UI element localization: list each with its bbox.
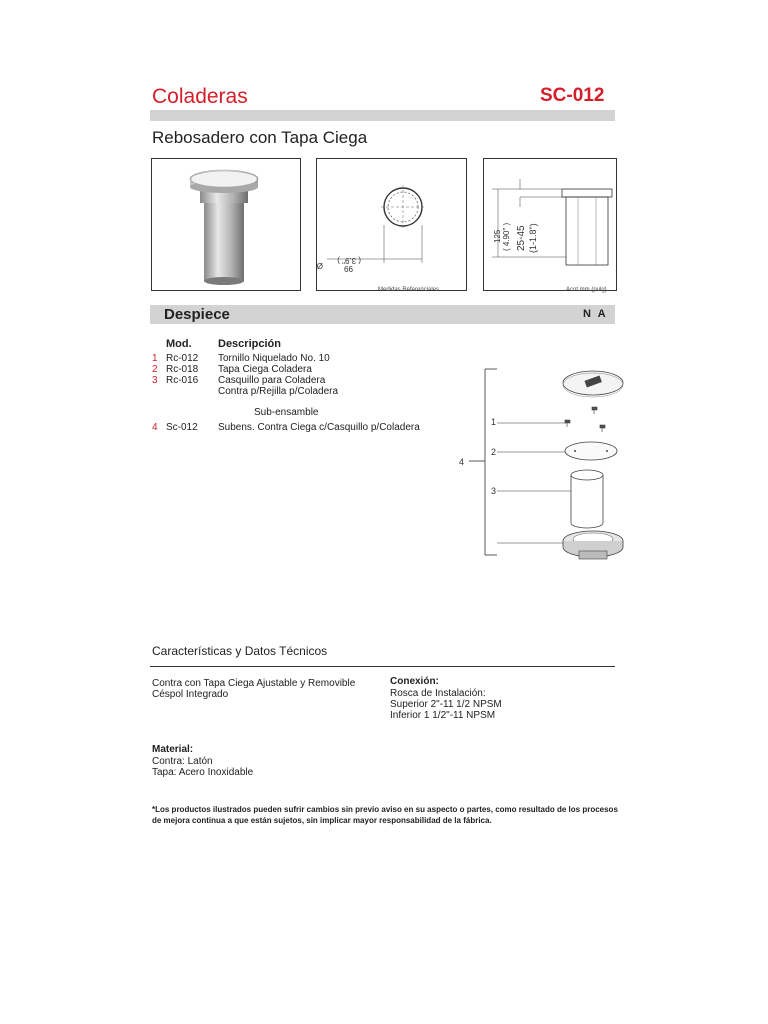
exploded-diagram (455, 365, 635, 575)
product-photo (152, 159, 300, 290)
top-view-drawing-box (316, 158, 467, 291)
parts-list (152, 353, 452, 397)
dim-diameter-prefix: Ø (317, 261, 323, 270)
diagram-label-1: 1 (491, 417, 497, 427)
part-model: Rc-016 (166, 375, 199, 386)
column-header-mod: Mod. (166, 338, 192, 350)
despiece-tag: N A (583, 308, 608, 320)
part-description: Subens. Contra Ciega c/Casquillo p/Coladera (218, 422, 420, 433)
disclaimer-text: *Los productos ilustrados pueden sufrir cambios sin previo aviso en su aspecto o partes, como resultado de los procesos de mejora continua a que están sujetos, sin implicar mayor responsabilidad de la fábrica. (152, 805, 618, 825)
side-view-drawing-box (483, 158, 617, 291)
material-title: Material: (152, 744, 194, 755)
column-header-description: Descripción (218, 338, 281, 350)
part-number: 3 (152, 375, 158, 386)
dim-adjust-mm: 25-45 (516, 225, 527, 251)
dim-diameter-in: ( 3.9" ) (337, 256, 361, 265)
feature-line: Contra con Tapa Ciega Ajustable y Removible (152, 678, 356, 689)
diagram-label-3: 3 (491, 486, 497, 496)
part-description: Tornillo Niquelado No. 10 (218, 353, 330, 364)
part-model: Rc-012 (166, 353, 199, 364)
diagram-label-2: 2 (491, 447, 497, 457)
dim-height-in: ( 4.90" ) (502, 222, 511, 251)
product-photo-box (151, 158, 301, 291)
part-model: Rc-018 (166, 364, 199, 375)
dim-diameter-mm: 99 (344, 264, 353, 273)
part-description: Casquillo para Coladera (218, 375, 326, 386)
dim-height-mm: 125 (493, 229, 502, 243)
connection-line: Rosca de Instalación: (390, 688, 486, 699)
product-subtitle: Rebosadero con Tapa Ciega (152, 128, 368, 147)
part-number: 4 (152, 422, 158, 433)
dim-adjust-in: (1-1.8") (528, 223, 538, 253)
part-description: Tapa Ciega Coladera (218, 364, 312, 375)
material-line: Tapa: Acero Inoxidable (152, 767, 254, 778)
header-bar (150, 110, 615, 121)
side-view-drawing (484, 159, 616, 290)
top-view-drawing (317, 159, 466, 290)
part-description-line2: Contra p/Rejilla p/Coladera (218, 386, 339, 397)
caption-reference-measures: Medidas Referenciales (378, 287, 440, 293)
feature-line: Céspol Integrado (152, 689, 229, 700)
product-category-title: Coladeras (152, 85, 248, 108)
connection-line: Inferior 1 1/2"-11 NPSM (390, 710, 496, 721)
caption-units: Acot.mm.(pulg) (566, 287, 607, 293)
subassembly-label: Sub-ensamble (254, 407, 319, 418)
part-model: Sc-012 (166, 422, 198, 433)
material-line: Contra: Latón (152, 756, 213, 767)
characteristics-title: Características y Datos Técnicos (152, 644, 328, 658)
product-code: SC-012 (540, 85, 605, 106)
diagram-label-4: 4 (459, 457, 465, 467)
connection-title: Conexión: (390, 676, 439, 687)
characteristics-divider (150, 666, 615, 667)
connection-line: Superior 2"-11 1/2 NPSM (390, 699, 502, 710)
despiece-title: Despiece (164, 306, 230, 323)
part-number: 1 (152, 353, 158, 364)
part-number: 2 (152, 364, 158, 375)
